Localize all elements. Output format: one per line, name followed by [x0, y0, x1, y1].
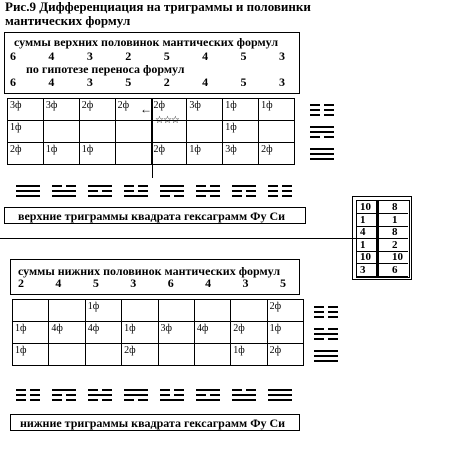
- side-table-left: 1: [360, 238, 366, 251]
- lower-sum-7: 5: [279, 276, 286, 290]
- lower-grid-cell: [85, 344, 121, 366]
- lower-grid-cell: [122, 300, 158, 322]
- lower-grid-cell: 4ф: [49, 322, 85, 344]
- lower-sum-4: 6: [167, 276, 174, 290]
- upper-grid-cell: [115, 121, 151, 143]
- upper-grid-cell: 3ф: [223, 143, 259, 165]
- upper-grid-cell: 2ф: [151, 99, 187, 121]
- hypothesis-sum-5: 4: [202, 75, 209, 89]
- lower-sum-3: 3: [130, 276, 137, 290]
- hypothesis-sum-4: 2: [163, 75, 170, 89]
- upper-sum-3: 2: [125, 49, 132, 63]
- lower-grid-cell: [158, 300, 194, 322]
- lower-grid-cell: 2ф: [122, 344, 158, 366]
- upper-grid-cell: 1ф: [223, 121, 259, 143]
- upper-grid-cell: 1ф: [8, 121, 44, 143]
- lower-sum-6: 3: [242, 276, 249, 290]
- lower-sum-5: 4: [205, 276, 212, 290]
- upper-grid-cell: 2ф: [79, 99, 115, 121]
- lower-grid-cell: 4ф: [85, 322, 121, 344]
- lower-grid-cell: [49, 344, 85, 366]
- lower-grid-cell: [49, 300, 85, 322]
- lower-grid-cell: 1ф: [231, 344, 267, 366]
- side-table-left: 10: [360, 251, 371, 263]
- lower-caption: нижние триграммы квадрата гексаграмм Фу Си: [20, 416, 286, 430]
- stars-mark: ☆☆☆: [155, 115, 179, 126]
- upper-caption: верхние триграммы квадрата гексаграмм Фу Си: [18, 209, 286, 223]
- lower-grid-cell: 2ф: [267, 300, 303, 322]
- hypothesis-row: [10, 75, 285, 90]
- upper-grid-cell: 1ф: [79, 143, 115, 165]
- hypothesis-sum-0: 6: [10, 75, 16, 89]
- lower-grid-cell: 1ф: [122, 322, 158, 344]
- side-table-left: 4: [360, 226, 366, 238]
- figure-title: Рис.9 Дифференциация на триграммы и половинки мантических формул: [5, 0, 311, 28]
- lower-sum-0: 2: [18, 276, 24, 290]
- side-table-right: 6: [392, 263, 398, 276]
- upper-sum-7: 3: [278, 49, 285, 63]
- side-table-right: 8: [392, 201, 398, 213]
- upper-grid-cell: [115, 143, 151, 165]
- upper-grid-cell: 2ф: [259, 143, 295, 165]
- upper-sum-2: 3: [86, 49, 93, 63]
- side-table-left: 1: [360, 213, 366, 226]
- upper-sum-4: 5: [163, 49, 170, 63]
- upper-grid-cell: 2ф: [151, 143, 187, 165]
- lower-grid-cell: [231, 300, 267, 322]
- upper-grid-row: [8, 143, 295, 165]
- upper-sum-1: 4: [48, 49, 55, 63]
- upper-grid-cell: 1ф: [187, 143, 223, 165]
- lower-sums-row: [18, 276, 286, 291]
- separator-line: [0, 238, 358, 239]
- upper-sum-0: 6: [10, 49, 16, 63]
- side-table-right: 8: [392, 226, 398, 238]
- upper-grid-cell: 1ф: [259, 99, 295, 121]
- lower-grid-cell: [13, 300, 49, 322]
- upper-grid-cell: 1ф: [43, 143, 79, 165]
- arrow-left-icon: ←: [140, 102, 152, 116]
- lower-grid-cell: 1ф: [13, 344, 49, 366]
- lower-sum-2: 5: [92, 276, 99, 290]
- lower-sum-1: 4: [55, 276, 62, 290]
- upper-sum-5: 4: [202, 49, 209, 63]
- lower-grid-cell: 1ф: [85, 300, 121, 322]
- lower-grid-cell: 2ф: [267, 344, 303, 366]
- upper-sums-label: суммы верхних половинок мантических формул: [14, 35, 279, 49]
- upper-grid-cell: 3ф: [43, 99, 79, 121]
- hypothesis-sum-6: 5: [240, 75, 247, 89]
- upper-grid-row: [8, 121, 295, 143]
- lower-grid-cell: 3ф: [158, 322, 194, 344]
- upper-grid-cell: 3ф: [8, 99, 44, 121]
- lower-grid-cell: 4ф: [194, 322, 230, 344]
- upper-grid-cell: 3ф: [187, 99, 223, 121]
- lower-grid-cell: [194, 300, 230, 322]
- upper-grid-cell: 1ф: [223, 99, 259, 121]
- hypothesis-sum-1: 4: [48, 75, 55, 89]
- upper-grid-cell: [79, 121, 115, 143]
- side-table-left: 10: [360, 201, 371, 213]
- side-table-right: 1: [392, 213, 398, 226]
- upper-grid-cell: 2ф: [8, 143, 44, 165]
- hypothesis-sum-7: 3: [278, 75, 285, 89]
- upper-grid-cell: 2ф: [115, 99, 151, 121]
- upper-grid-cell: [187, 121, 223, 143]
- hypothesis-label: по гипотезе переноса формул: [26, 62, 185, 76]
- lower-grid-cell: 2ф: [231, 322, 267, 344]
- lower-sums-label: суммы нижних половинок мантических формул: [18, 264, 281, 278]
- side-table-right: 2: [392, 238, 398, 251]
- upper-grid-cell: [259, 121, 295, 143]
- lower-grid-cell: [194, 344, 230, 366]
- side-table-rule: [356, 276, 408, 277]
- hypothesis-sum-2: 3: [86, 75, 93, 89]
- side-table-right: 10: [392, 251, 403, 263]
- lower-grid-cell: [158, 344, 194, 366]
- divider-line: [152, 98, 153, 178]
- side-table-left: 3: [360, 263, 366, 276]
- lower-grid-cell: 1ф: [267, 322, 303, 344]
- upper-sum-6: 5: [240, 49, 247, 63]
- lower-divider-line: [158, 299, 159, 365]
- upper-grid-cell: [43, 121, 79, 143]
- hypothesis-sum-3: 5: [125, 75, 132, 89]
- lower-grid-cell: 1ф: [13, 322, 49, 344]
